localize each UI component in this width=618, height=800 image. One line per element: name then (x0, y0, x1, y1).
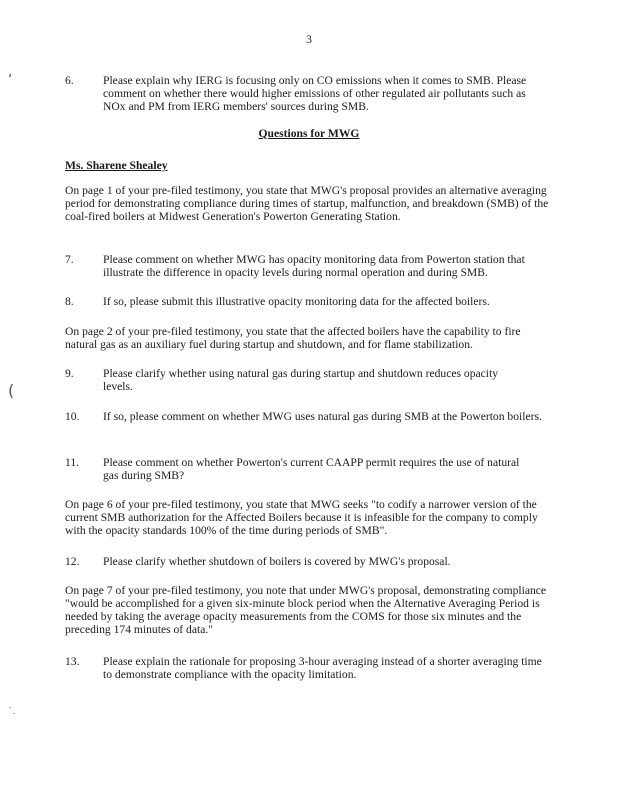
item-text: If so, please submit this illustrative opacity monitoring data for the affected boilers. (103, 295, 490, 308)
item-text: Please explain why IERG is focusing only on CO emissions when it comes to SMB. Please comment on whether there would higher emissions of other regulated air pollutants such as NOx and PM from IERG members' sources during SMB. (103, 74, 527, 113)
body-paragraph: On page 7 of your pre-filed testimony, you note that under MWG's proposal, demonstrating compliance "would be accomplished for a given six-minute block period when the Alternative Averaging Period is needed by taking the average opacity measurements from the COMS for those six minutes and the preceding 174 minutes of data." (65, 584, 547, 636)
item-text: Please comment on whether Powerton's current CAAPP permit requires the use of natural gas during SMB? (103, 456, 520, 482)
item-text: If so, please comment on whether MWG uses natural gas during SMB at the Powerton boilers. (103, 410, 542, 423)
item-number: 7. (65, 253, 74, 266)
item-number: 13. (65, 655, 80, 668)
item-number: 12. (65, 555, 80, 568)
scan-corner-mark: ˙. (8, 707, 16, 717)
witness-name: Ms. Sharene Shealey (65, 159, 168, 172)
item-number: 11. (65, 456, 80, 469)
item-number: 9. (65, 367, 74, 380)
scan-margin-mark: ʻ (8, 72, 13, 88)
binding-hole-mark: ( (8, 381, 15, 400)
item-number: 6. (65, 74, 74, 87)
body-paragraph: On page 6 of your pre-filed testimony, you state that MWG seeks "to codify a narrower version of the current SMB authorization for the Affected Boilers because it is infeasible for the company to comply with the opacity standards 100% of the time during periods of SMB". (65, 498, 538, 537)
item-number: 8. (65, 295, 74, 308)
item-text: Please clarify whether shutdown of boilers is covered by MWG's proposal. (103, 555, 451, 568)
body-paragraph: On page 2 of your pre-filed testimony, you state that the affected boilers have the capability to fire natural gas as an auxiliary fuel during startup and shutdown, and for flame stabilization. (65, 325, 521, 351)
body-paragraph: On page 1 of your pre-filed testimony, you state that MWG's proposal provides an alternative averaging period for demonstrating compliance during times of startup, malfunction, and breakdown (SMB) of the coal-fired boilers at Midwest Generation's Powerton Generating Station. (65, 184, 549, 223)
item-text: Please comment on whether MWG has opacity monitoring data from Powerton station that illustrate the difference in opacity levels during normal operation and during SMB. (103, 253, 525, 279)
page-number: 3 (306, 33, 312, 46)
item-text: Please explain the rationale for proposing 3-hour averaging instead of a shorter averaging time to demonstrate compliance with the opacity limitation. (103, 655, 542, 681)
item-number: 10. (65, 410, 80, 423)
section-heading: Questions for MWG (258, 127, 360, 140)
item-text: Please clarify whether using natural gas during startup and shutdown reduces opacity levels. (103, 367, 499, 393)
